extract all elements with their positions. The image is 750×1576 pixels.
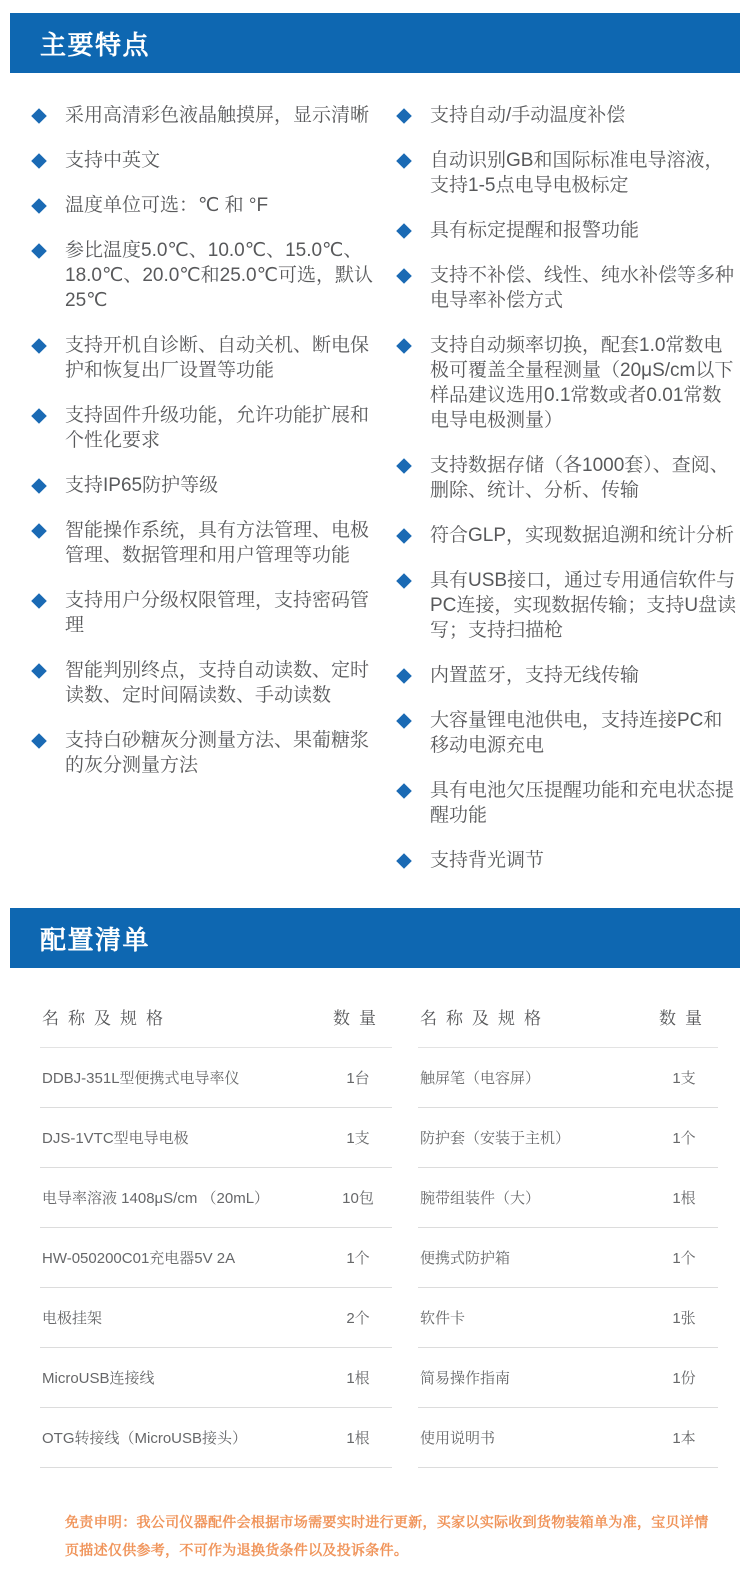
feature-text: 自动识别GB和国际标准电导溶液，支持1-5点电导电极标定: [430, 150, 724, 196]
item-qty: 10包: [324, 1168, 392, 1228]
table-row: [418, 1048, 718, 1108]
diamond-bullet-icon: [396, 153, 412, 169]
feature-item: [395, 663, 740, 688]
diamond-bullet-icon: [31, 108, 47, 124]
item-name: 软件卡: [418, 1288, 650, 1348]
diamond-bullet-icon: [396, 668, 412, 684]
diamond-bullet-icon: [396, 528, 412, 544]
feature-item: [30, 658, 382, 708]
feature-item: [395, 148, 740, 198]
column-header-name: 名称及规格: [418, 990, 650, 1048]
item-name: MicroUSB连接线: [40, 1348, 324, 1408]
config-table-right: [418, 990, 718, 1468]
feature-text: 智能操作系统，具有方法管理、电极管理、数据管理和用户管理等功能: [65, 520, 370, 566]
table-row: [40, 1348, 392, 1408]
table-row: [40, 1288, 392, 1348]
feature-text: 支持白砂糖灰分测量方法、果葡糖浆的灰分测量方法: [65, 730, 370, 776]
item-qty: 2个: [324, 1288, 392, 1348]
item-qty: 1支: [650, 1048, 718, 1108]
feature-text: 支持数据存储（各1000套）、查阅、删除、统计、分析、传输: [430, 455, 729, 501]
feature-item: [395, 218, 740, 243]
item-qty: 1根: [324, 1348, 392, 1408]
table-header-row: [40, 990, 392, 1048]
feature-text: 支持固件升级功能，允许功能扩展和个性化要求: [65, 405, 370, 451]
item-qty: 1支: [324, 1108, 392, 1168]
item-name: 简易操作指南: [418, 1348, 650, 1408]
feature-item: [30, 403, 382, 453]
feature-text: 具有标定提醒和报警功能: [430, 220, 640, 241]
table-row: [418, 1288, 718, 1348]
table-row: [40, 1048, 392, 1108]
item-qty: 1个: [650, 1228, 718, 1288]
diamond-bullet-icon: [31, 408, 47, 424]
feature-item: [395, 568, 740, 643]
feature-text: 支持背光调节: [430, 850, 545, 871]
feature-text: 支持自动/手动温度补偿: [430, 105, 626, 126]
item-name: 防护套（安装于主机）: [418, 1108, 650, 1168]
item-qty: 1根: [650, 1168, 718, 1228]
config-section-title: 配置清单: [40, 924, 151, 955]
feature-text: 采用高清彩色液晶触摸屏，显示清晰: [65, 105, 370, 126]
features-section-header: [10, 13, 740, 73]
item-name: 使用说明书: [418, 1408, 650, 1468]
table-header-row: [418, 990, 718, 1048]
table-row: [40, 1408, 392, 1468]
feature-text: 支持自动频率切换，配套1.0常数电极可覆盖全量程测量（20μS/cm以下样品建议选用0.1常数或者0.01常数电导电极测量）: [430, 335, 734, 431]
feature-item: [30, 333, 382, 383]
diamond-bullet-icon: [396, 268, 412, 284]
item-qty: 1个: [324, 1228, 392, 1288]
feature-text: 支持中英文: [65, 150, 161, 171]
feature-text: 支持不补偿、线性、纯水补偿等多种电导率补偿方式: [430, 265, 735, 311]
feature-item: [30, 148, 382, 173]
feature-item: [395, 708, 740, 758]
feature-item: [395, 263, 740, 313]
feature-text: 大容量锂电池供电，支持连接PC和移动电源充电: [430, 710, 723, 756]
feature-item: [30, 103, 382, 128]
table-row: [40, 1228, 392, 1288]
feature-text: 参比温度5.0℃、10.0℃、15.0℃、18.0℃、20.0℃和25.0℃可选，默认25℃: [65, 240, 373, 311]
features-column-left: [30, 103, 382, 893]
diamond-bullet-icon: [31, 153, 47, 169]
item-name: HW-050200C01充电器5V 2A: [40, 1228, 324, 1288]
feature-text: 支持IP65防护等级: [65, 475, 219, 496]
feature-text: 支持开机自诊断、自动关机、断电保护和恢复出厂设置等功能: [65, 335, 370, 381]
diamond-bullet-icon: [396, 713, 412, 729]
feature-text: 智能判别终点，支持自动读数、定时读数、定时间隔读数、手动读数: [65, 660, 370, 706]
item-name: 腕带组装件（大）: [418, 1168, 650, 1228]
feature-text: 内置蓝牙，支持无线传输: [430, 665, 640, 686]
diamond-bullet-icon: [396, 338, 412, 354]
item-qty: 1个: [650, 1108, 718, 1168]
item-qty: 1张: [650, 1288, 718, 1348]
item-name: OTG转接线（MicroUSB接头）: [40, 1408, 324, 1468]
diamond-bullet-icon: [31, 733, 47, 749]
diamond-bullet-icon: [31, 338, 47, 354]
disclaimer-text: 免责申明：我公司仪器配件会根据市场需要实时进行更新，买家以实际收到货物装箱单为准，宝贝详情页描述仅供参考，不可作为退换货条件以及投诉条件。: [65, 1514, 709, 1558]
item-qty: 1台: [324, 1048, 392, 1108]
diamond-bullet-icon: [31, 243, 47, 259]
feature-item: [395, 103, 740, 128]
item-name: 便携式防护箱: [418, 1228, 650, 1288]
diamond-bullet-icon: [396, 108, 412, 124]
feature-text: 温度单位可选：℃ 和 °F: [65, 195, 269, 216]
table-row: [418, 1168, 718, 1228]
feature-item: [395, 848, 740, 873]
feature-item: [30, 238, 382, 313]
table-row: [418, 1408, 718, 1468]
item-qty: 1份: [650, 1348, 718, 1408]
item-name: 电极挂架: [40, 1288, 324, 1348]
feature-item: [30, 728, 382, 778]
feature-item: [395, 778, 740, 828]
diamond-bullet-icon: [31, 478, 47, 494]
diamond-bullet-icon: [396, 573, 412, 589]
item-name: 触屏笔（电容屏）: [418, 1048, 650, 1108]
table-row: [418, 1108, 718, 1168]
product-detail-page: [0, 13, 750, 1564]
table-row: [40, 1108, 392, 1168]
item-name: DDBJ-351L型便携式电导率仪: [40, 1048, 324, 1108]
diamond-bullet-icon: [396, 223, 412, 239]
diamond-bullet-icon: [31, 523, 47, 539]
column-header-name: 名称及规格: [40, 990, 324, 1048]
feature-item: [30, 588, 382, 638]
table-row: [40, 1168, 392, 1228]
diamond-bullet-icon: [31, 663, 47, 679]
feature-text: 支持用户分级权限管理，支持密码管理: [65, 590, 370, 636]
table-row: [418, 1348, 718, 1408]
diamond-bullet-icon: [396, 783, 412, 799]
features-column-right: [395, 103, 740, 893]
feature-item: [395, 523, 740, 548]
diamond-bullet-icon: [396, 853, 412, 869]
item-qty: 1根: [324, 1408, 392, 1468]
feature-item: [395, 333, 740, 433]
table-row: [418, 1228, 718, 1288]
diamond-bullet-icon: [31, 593, 47, 609]
feature-item: [395, 453, 740, 503]
column-header-qty: 数量: [650, 990, 718, 1048]
feature-text: 具有USB接口，通过专用通信软件与PC连接，实现数据传输；支持U盘读写；支持扫描枪: [430, 570, 737, 641]
features-section-title: 主要特点: [40, 29, 151, 60]
feature-item: [30, 473, 382, 498]
config-tables: [0, 968, 750, 1468]
diamond-bullet-icon: [396, 458, 412, 474]
features-list: [0, 73, 750, 895]
config-section-header: [10, 908, 740, 968]
item-name: DJS-1VTC型电导电极: [40, 1108, 324, 1168]
diamond-bullet-icon: [31, 198, 47, 214]
feature-item: [30, 518, 382, 568]
feature-text: 具有电池欠压提醒功能和充电状态提醒功能: [430, 780, 735, 826]
config-table-left: [40, 990, 392, 1468]
item-qty: 1本: [650, 1408, 718, 1468]
item-name: 电导率溶液 1408μS/cm （20mL）: [40, 1168, 324, 1228]
feature-text: 符合GLP，实现数据追溯和统计分析: [430, 525, 735, 546]
column-header-qty: 数量: [324, 990, 392, 1048]
feature-item: [30, 193, 382, 218]
